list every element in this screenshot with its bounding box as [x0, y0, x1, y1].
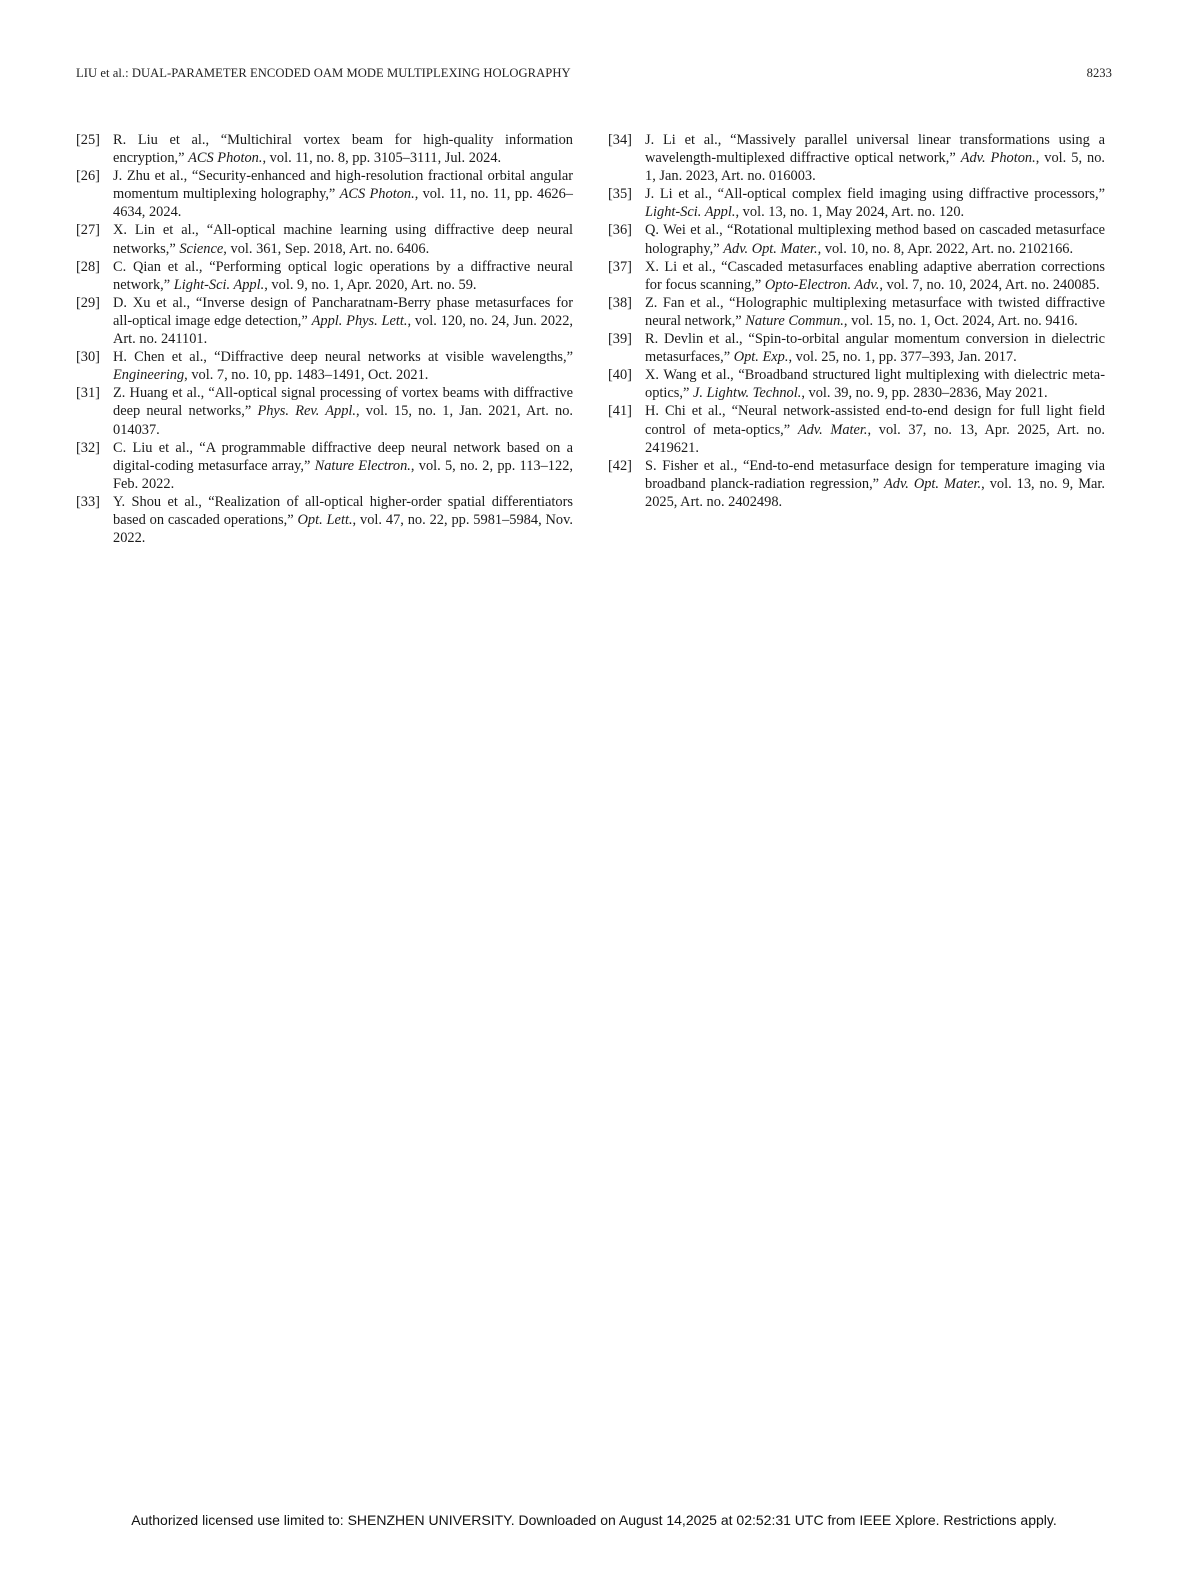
reference-item — [76, 221, 573, 257]
reference-journal: Adv. Photon. — [960, 150, 1036, 167]
reference-text — [645, 457, 1105, 511]
reference-journal: Opt. Exp. — [733, 349, 789, 366]
reference-authors-title: X. Li et al., “Cascaded metasurfaces enabling adaptive aberration corrections for focus scanning,” — [645, 258, 1105, 293]
reference-item — [76, 439, 573, 493]
reference-text — [645, 294, 1105, 330]
reference-details: , vol. 10, no. 8, Apr. 2022, Art. no. 2102166. — [817, 240, 1074, 257]
reference-authors-title: R. Devlin et al., “Spin-to-orbital angular momentum conversion in dielectric metasurfaces,” — [645, 331, 1105, 366]
reference-journal: Engineering — [113, 367, 185, 384]
reference-journal: Adv. Opt. Mater. — [884, 475, 982, 492]
reference-number: [36] — [608, 222, 632, 239]
reference-journal: Science — [179, 240, 224, 257]
reference-authors-title: C. Liu et al., “A programmable diffractive deep neural network based on a digital-coding metasurface array,” — [113, 439, 573, 474]
reference-number: [27] — [76, 222, 100, 239]
reference-text — [113, 131, 573, 167]
reference-journal: Appl. Phys. Lett. — [311, 312, 408, 329]
reference-number: [31] — [76, 385, 100, 402]
reference-item — [608, 366, 1105, 402]
reference-text — [645, 185, 1105, 221]
reference-item — [76, 384, 573, 438]
references-right-column — [608, 131, 1105, 511]
reference-item — [608, 258, 1105, 294]
reference-authors-title: Z. Fan et al., “Holographic multiplexing metasurface with twisted diffractive neural network,” — [645, 294, 1105, 329]
reference-number: [33] — [76, 493, 100, 510]
reference-text — [113, 221, 573, 257]
reference-authors-title: S. Fisher et al., “End-to-end metasurface design for temperature imaging via broadband planck-radiation regression,” — [645, 457, 1105, 492]
reference-details: , vol. 11, no. 11, pp. 4626–4634, 2024. — [113, 186, 573, 221]
reference-text — [113, 439, 573, 493]
reference-item — [608, 457, 1105, 511]
reference-text — [113, 167, 573, 221]
reference-text — [645, 366, 1105, 402]
references-left-column — [76, 131, 573, 547]
reference-details: , vol. 37, no. 13, Apr. 2025, Art. no. 2419621. — [645, 421, 1105, 456]
reference-journal: Adv. Mater. — [797, 421, 868, 438]
reference-number: [26] — [76, 168, 100, 185]
reference-journal: Opto-Electron. Adv. — [764, 276, 880, 293]
reference-item — [608, 330, 1105, 366]
reference-number: [28] — [76, 258, 100, 275]
reference-item — [608, 294, 1105, 330]
reference-details: , vol. 47, no. 22, pp. 5981–5984, Nov. 2022. — [113, 511, 573, 547]
running-head — [76, 66, 1112, 82]
reference-number: [40] — [608, 367, 632, 384]
reference-item — [76, 294, 573, 348]
reference-authors-title: J. Li et al., “All-optical complex field imaging using diffractive processors,” — [645, 186, 1105, 203]
reference-journal: ACS Photon. — [188, 150, 263, 167]
reference-details: , vol. 9, no. 1, Apr. 2020, Art. no. 59. — [264, 276, 477, 293]
reference-details: , vol. 39, no. 9, pp. 2830–2836, May 2021. — [801, 385, 1048, 402]
reference-journal: Opt. Lett. — [297, 511, 353, 528]
reference-journal: ACS Photon. — [339, 186, 415, 203]
reference-number: [39] — [608, 331, 632, 348]
reference-number: [41] — [608, 403, 632, 420]
reference-text — [645, 221, 1105, 257]
reference-details: , vol. 7, no. 10, pp. 1483–1491, Oct. 2021. — [184, 367, 429, 384]
reference-details: , vol. 11, no. 8, pp. 3105–3111, Jul. 2024. — [262, 150, 502, 167]
reference-authors-title: H. Chi et al., “Neural network-assisted end-to-end design for full light field control of meta-optics,” — [645, 403, 1105, 438]
reference-text — [645, 131, 1105, 185]
reference-item — [608, 221, 1105, 257]
reference-authors-title: H. Chen et al., “Diffractive deep neural networks at visible wavelengths,” — [113, 349, 573, 366]
reference-text — [113, 384, 573, 438]
reference-journal: Nature Electron. — [314, 457, 411, 474]
reference-authors-title: D. Xu et al., “Inverse design of Pancharatnam-Berry phase metasurfaces for all-optical image edge detection,” — [113, 294, 573, 329]
reference-number: [25] — [76, 132, 100, 148]
reference-details: , vol. 361, Sep. 2018, Art. no. 6406. — [223, 240, 430, 257]
reference-text — [645, 402, 1105, 456]
license-footer: Authorized licensed use limited to: SHENZHEN UNIVERSITY. Downloaded on August 14,2025 at 02:52:31 UTC from IEEE Xplore. Restrictions apply. — [131, 1512, 1057, 1528]
reference-journal: Phys. Rev. Appl. — [257, 403, 356, 420]
reference-number: [34] — [608, 132, 632, 148]
reference-details: , vol. 13, no. 9, Mar. 2025, Art. no. 2402498. — [645, 475, 1106, 510]
reference-text — [645, 258, 1105, 294]
reference-number: [29] — [76, 294, 100, 311]
reference-number: [37] — [608, 258, 632, 275]
reference-number: [42] — [608, 457, 632, 474]
reference-item — [608, 402, 1105, 456]
reference-details: , vol. 5, no. 2, pp. 113–122, Feb. 2022. — [113, 457, 573, 492]
reference-item — [76, 131, 573, 167]
reference-number: [30] — [76, 349, 100, 366]
reference-item — [76, 258, 573, 294]
reference-authors-title: J. Li et al., “Massively parallel universal linear transformations using a wavelength-multiplexed diffractive optical network,” — [645, 132, 1105, 167]
reference-authors-title: Y. Shou et al., “Realization of all-optical higher-order spatial differentiators based on cascaded operations,” — [113, 493, 573, 528]
reference-number: [32] — [76, 439, 100, 456]
reference-text — [113, 258, 573, 294]
reference-details: , vol. 15, no. 1, Oct. 2024, Art. no. 9416. — [843, 312, 1078, 329]
reference-item — [76, 348, 573, 384]
reference-details: , vol. 15, no. 1, Jan. 2021, Art. no. 014037. — [113, 403, 573, 438]
reference-text — [113, 348, 573, 384]
reference-details: , vol. 7, no. 10, 2024, Art. no. 240085. — [879, 276, 1100, 293]
reference-number: [38] — [608, 294, 632, 311]
reference-details: , vol. 13, no. 1, May 2024, Art. no. 120. — [735, 204, 965, 221]
reference-authors-title: X. Wang et al., “Broadband structured light multiplexing with dielectric meta-optics,” — [645, 367, 1105, 402]
page-number: 8233 — [1086, 66, 1112, 80]
reference-journal: Adv. Opt. Mater. — [723, 240, 818, 257]
reference-text — [113, 493, 573, 547]
reference-authors-title: Z. Huang et al., “All-optical signal processing of vortex beams with diffractive deep neural networks,” — [113, 385, 573, 420]
reference-authors-title: X. Lin et al., “All-optical machine learning using diffractive deep neural networks,” — [113, 222, 573, 257]
reference-authors-title: Q. Wei et al., “Rotational multiplexing method based on cascaded metasurface holography,” — [645, 222, 1105, 257]
reference-journal: Light-Sci. Appl. — [173, 276, 265, 293]
running-title: LIU et al.: DUAL-PARAMETER ENCODED OAM MODE MULTIPLEXING HOLOGRAPHY — [76, 66, 571, 80]
reference-item — [608, 131, 1105, 185]
reference-authors-title: R. Liu et al., “Multichiral vortex beam for high-quality information encryption,” — [113, 132, 573, 167]
reference-text — [113, 294, 573, 348]
reference-details: , vol. 5, no. 1, Jan. 2023, Art. no. 016003. — [645, 150, 1105, 185]
reference-authors-title: J. Zhu et al., “Security-enhanced and high-resolution fractional orbital angular momentum multiplexing holography,” — [113, 168, 573, 203]
reference-journal: J. Lightw. Technol. — [692, 385, 802, 402]
reference-item — [76, 167, 573, 221]
reference-item — [608, 185, 1105, 221]
reference-details: , vol. 25, no. 1, pp. 377–393, Jan. 2017. — [788, 349, 1017, 366]
reference-number: [35] — [608, 186, 632, 203]
reference-item — [76, 493, 573, 547]
reference-journal: Nature Commun. — [745, 312, 844, 329]
reference-journal: Light-Sci. Appl. — [645, 204, 736, 221]
reference-text — [645, 330, 1105, 366]
reference-authors-title: C. Qian et al., “Performing optical logic operations by a diffractive neural network,” — [113, 258, 573, 293]
reference-details: , vol. 120, no. 24, Jun. 2022, Art. no. 241101. — [113, 312, 574, 348]
